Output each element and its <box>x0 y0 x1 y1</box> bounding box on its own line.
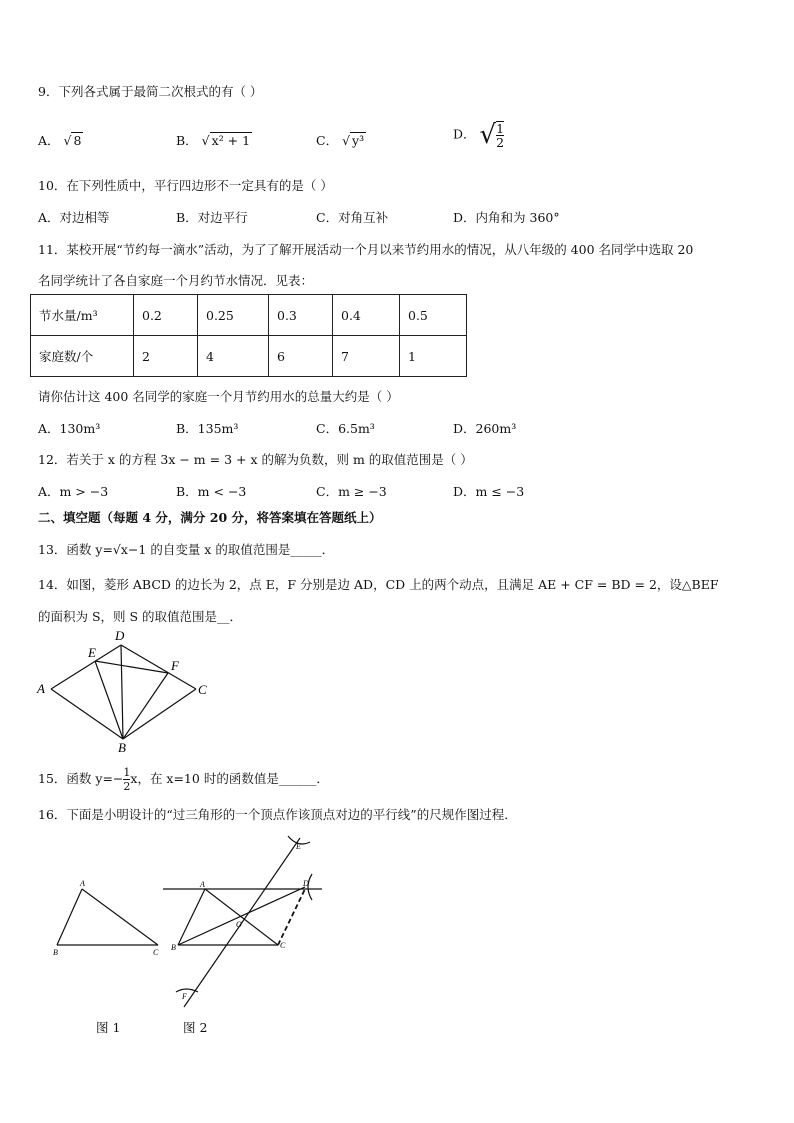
q15-prefix: 15．函数 y=− <box>38 771 124 786</box>
table-cell: 4 <box>198 336 269 377</box>
figure-1-caption: 图 1 <box>96 1020 121 1035</box>
fig1-label-a: A <box>80 879 85 888</box>
q12-option-b: B．m < −3 <box>176 484 247 499</box>
q16-stem: 16．下面是小明设计的“过三角形的一个顶点作该顶点对边的平行线”的尺规作图过程． <box>38 807 517 822</box>
segment-ef <box>95 661 168 673</box>
q11-question: 请你估计这 400 名同学的家庭一个月节约用水的总量大约是（ ） <box>38 389 399 404</box>
numerator: 1 <box>123 766 131 779</box>
label-e: E <box>88 645 96 660</box>
radical-sign: √ y³ <box>342 133 365 148</box>
segment-bf <box>123 673 168 739</box>
q12-option-d: D．m ≤ −3 <box>453 484 525 499</box>
radical-sign: √ 8 <box>63 133 82 148</box>
fig1-label-b: B <box>53 948 58 957</box>
table-cell: 0.25 <box>198 295 269 336</box>
q10-option-c: C．对角互补 <box>316 210 389 225</box>
q10-option-d: D．内角和为 360° <box>453 210 560 225</box>
q11-option-a: A．130m³ <box>38 421 101 436</box>
table-header-cell: 节水量/m³ <box>31 295 134 336</box>
fig2-label-c: C <box>280 941 286 950</box>
table-header-cell: 家庭数/个 <box>31 336 134 377</box>
fig2-side-ca <box>205 889 278 945</box>
option-label: C． <box>316 133 339 148</box>
table-cell: 1 <box>400 336 467 377</box>
fig2-label-b: B <box>171 943 176 952</box>
segment-ad <box>51 645 121 689</box>
q10-option-b: B．对边平行 <box>176 210 248 225</box>
q10-option-a: A．对边相等 <box>38 210 110 225</box>
option-label: A． <box>38 133 60 148</box>
label-c: C <box>198 682 207 697</box>
table-cell: 2 <box>134 336 198 377</box>
q11-option-b: B．135m³ <box>176 421 239 436</box>
q11-stem-line1: 11．某校开展“节约每一滴水”活动，为了了解开展活动一个月以来节约用水的情况，从八年级的 400 名同学中选取 20 <box>38 242 694 257</box>
segment-cb <box>123 689 196 739</box>
fig1-side-ca <box>82 889 158 945</box>
q12-option-c: C．m ≥ −3 <box>316 484 387 499</box>
q14-stem-line2: 的面积为 S，则 S 的取值范围是__． <box>38 609 243 624</box>
fig1-side-ab <box>57 889 82 945</box>
table-cell: 6 <box>269 336 333 377</box>
radical-sign: √ x² + 1 <box>201 133 251 148</box>
table-cell: 0.3 <box>269 295 333 336</box>
table-cell: 7 <box>333 336 400 377</box>
radicand: x² + 1 <box>211 133 251 148</box>
fig2-line-bd <box>178 887 305 945</box>
q11-option-d: D．260m³ <box>453 421 517 436</box>
label-f: F <box>171 658 179 673</box>
q12-stem: 12．若关于 x 的方程 3x − m = 3 + x 的解为负数，则 m 的取值范围是（ ） <box>38 452 473 467</box>
fig2-side-ab <box>178 889 205 945</box>
fig1-label-c: C <box>153 948 159 957</box>
radical-sign: √ <box>479 120 497 150</box>
segment-bd <box>121 645 123 739</box>
q15-suffix: x，在 x=10 时的函数值是______． <box>130 771 329 786</box>
label-a: A <box>37 681 45 696</box>
q10-stem: 10．在下列性质中，平行四边形不一定具有的是（ ） <box>38 178 333 193</box>
segment-be <box>95 661 123 739</box>
radicand: y³ <box>352 133 365 148</box>
numerator: 1 <box>496 121 505 136</box>
section-heading: 二、填空题（每题 4 分，满分 20 分，将答案填在答题纸上） <box>38 510 382 525</box>
fig2-label-o: O <box>236 920 242 929</box>
q13-stem: 13．函数 y=√x−1 的自变量 x 的取值范围是_____． <box>38 542 335 557</box>
radicand: 8 <box>73 133 82 148</box>
q11-stem-line2: 名同学统计了各自家庭一个月约节水情况．见表： <box>38 273 314 288</box>
label-d: D <box>115 628 125 643</box>
option-label: D． <box>453 126 476 142</box>
segment-ba <box>51 689 123 739</box>
fig2-line-ef <box>184 838 300 1007</box>
q12-option-a: A．m > −3 <box>38 484 109 499</box>
label-b: B <box>118 740 126 755</box>
q11-option-c: C．6.5m³ <box>316 421 375 436</box>
q15-stem <box>38 766 329 793</box>
fig2-label-d: D <box>303 879 309 888</box>
q14-stem-line1: 14．如图，菱形 ABCD 的边长为 2，点 E，F 分别是边 AD，CD 上的两个动点，且满足 AE + CF = BD = 2，设△BEF <box>38 577 719 592</box>
fig2-label-e: E <box>296 842 301 851</box>
figure-2-caption: 图 2 <box>183 1020 208 1035</box>
option-label: B． <box>176 133 198 148</box>
fig2-label-f: F <box>182 992 187 1001</box>
q9-stem: 9．下列各式属于最简二次根式的有（ ） <box>38 84 263 99</box>
table-cell: 0.5 <box>400 295 467 336</box>
denominator: 2 <box>496 135 505 150</box>
denominator: 2 <box>123 780 131 793</box>
table-cell: 0.2 <box>134 295 198 336</box>
fig2-label-a: A <box>200 880 205 889</box>
table-cell: 0.4 <box>333 295 400 336</box>
